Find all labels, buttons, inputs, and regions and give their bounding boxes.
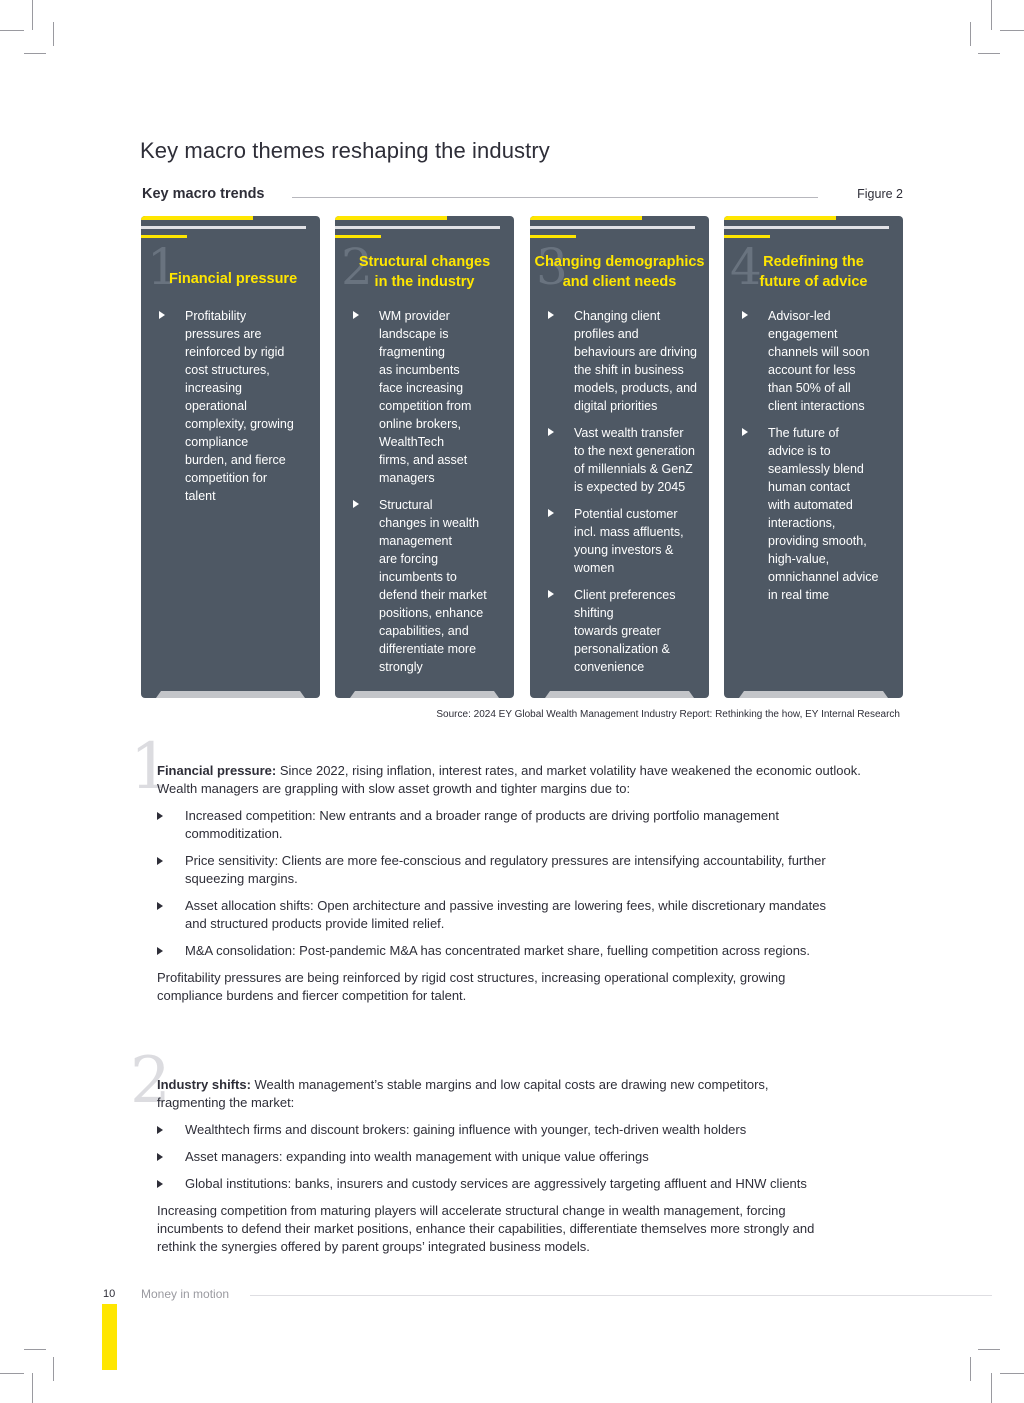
footer-divider (250, 1295, 992, 1296)
figure-header (142, 186, 903, 206)
crop-mark (32, 0, 33, 30)
card-foot (156, 691, 305, 698)
card-bullet (353, 307, 510, 487)
bullet-arrow-icon (157, 812, 163, 820)
crop-mark (53, 1357, 54, 1381)
crop-mark (978, 53, 1000, 54)
card-divider (335, 226, 500, 229)
page-number: 10 (103, 1288, 116, 1300)
section-bullet-text: Asset allocation shifts: Open architecture and passive investing are lowering fees, while discretionary mandates and structured products provide limited relief. (185, 898, 826, 931)
section-body (157, 762, 890, 1014)
card-accent-bar (530, 216, 642, 220)
card-bullet-text: Potential customer incl. mass affluents, young investors & women (574, 507, 684, 575)
section-lead-bold: Industry shifts: (157, 1077, 251, 1092)
section-bullet (157, 1175, 890, 1193)
section-bullet-text: M&A consolidation: Post-pandemic M&A has concentrated market share, fuelling competition across regions. (185, 943, 811, 958)
section-bullet-text: Asset managers: expanding into wealth management with unique value offerings (185, 1149, 649, 1164)
section-industry-shifts (130, 1044, 890, 1269)
footer-accent-bar (102, 1304, 117, 1370)
card-bullet-text: WM provider landscape is fragmenting as incumbents face increasing competition from online brokers, WealthTech firms, and asset managers (379, 309, 472, 485)
card-bullet-text: The future of advice is to seamlessly blend human contact with automated interactions, providing smooth, high-value, omnichannel advice in real time (768, 426, 879, 602)
card-number: 1 (147, 238, 179, 296)
bullet-arrow-icon (548, 590, 554, 598)
card-title: Financial pressure (169, 271, 298, 287)
section-closing: Increasing competition from maturing players will accelerate structural change in wealth management, forcing incumbents to defend their market positions, enhance their capabilities, differentiate themselves more strongly and rethink the synergies offered by parent groups’ integrated business models. (157, 1203, 815, 1254)
section-lead-bold: Financial pressure: (157, 763, 277, 778)
card-accent-bar (335, 216, 447, 220)
crop-mark (991, 1373, 992, 1403)
section-bullet (157, 1121, 890, 1139)
section-financial-pressure (130, 730, 890, 1015)
bullet-arrow-icon (742, 311, 748, 319)
card-bullet-text: Profitability pressures are reinforced by rigid cost structures, increasing operational complexity, growing compliance burden, and fierce competition for talent (185, 309, 294, 503)
bullet-arrow-icon (157, 1153, 163, 1161)
bullet-arrow-icon (353, 311, 359, 319)
card-divider (530, 226, 695, 229)
card-bullet (742, 424, 899, 604)
crop-mark (970, 1357, 971, 1381)
card-divider (141, 226, 306, 229)
card-bullet (159, 307, 316, 505)
card-accent-bar (141, 216, 253, 220)
section-bullet (157, 942, 890, 960)
crop-mark (0, 30, 24, 31)
crop-mark (53, 22, 54, 46)
crop-mark (978, 1349, 1000, 1350)
card-bullet-text: Structural changes in wealth management are forcing incumbents to defend their market positions, enhance capabilities, and differentiate more strongly (379, 498, 487, 674)
section-lead (157, 1076, 890, 1112)
figure-subtitle: Key macro trends (142, 186, 265, 202)
crop-mark (1000, 30, 1024, 31)
card-bullet (548, 307, 705, 415)
card-bullet (353, 496, 510, 676)
section-lead (157, 762, 890, 798)
crop-mark (32, 1373, 33, 1403)
bullet-arrow-icon (548, 311, 554, 319)
crop-mark (970, 22, 971, 46)
bullet-arrow-icon (157, 1180, 163, 1188)
card-number: 2 (341, 238, 373, 296)
bullet-arrow-icon (548, 509, 554, 517)
card-number: 4 (730, 238, 762, 296)
section-bullet (157, 1148, 890, 1166)
bullet-arrow-icon (353, 500, 359, 508)
card-bullet-text: Client preferences shifting towards greater personalization & convenience (574, 588, 676, 674)
card-bullet (548, 505, 705, 577)
card-foot (545, 691, 694, 698)
section-bullet-list (157, 1121, 890, 1193)
card-title: Redefining the future of advice (759, 254, 868, 290)
card-bullet-list (159, 307, 316, 514)
section-bullet (157, 807, 890, 843)
crop-mark (24, 53, 46, 54)
card-bullet (742, 307, 899, 415)
card-bullet-list (548, 307, 705, 685)
crop-mark (0, 1373, 24, 1374)
card-number: 3 (536, 238, 568, 296)
bullet-arrow-icon (157, 1126, 163, 1134)
card-bullet-text: Advisor-led engagement channels will soon account for less than 50% of all client interactions (768, 309, 870, 413)
card-title: Changing demographics and client needs (534, 254, 705, 290)
card-bullet-list (742, 307, 899, 613)
section-bullet-text: Wealthtech firms and discount brokers: gaining influence with younger, tech-driven wealth holders (185, 1122, 747, 1137)
card-title: Structural changes in the industry (358, 254, 491, 290)
bullet-arrow-icon (157, 857, 163, 865)
section-lead-text: Wealth management’s stable margins and low capital costs are drawing new competitors, fragmenting the market: (157, 1077, 769, 1110)
section-bullet (157, 897, 890, 933)
trend-card-changing-demographics (530, 216, 709, 698)
crop-mark (24, 1349, 46, 1350)
section-number: 2 (130, 1044, 171, 1118)
section-body (157, 1076, 890, 1265)
section-bullet-list (157, 807, 890, 960)
page-title: Key macro themes reshaping the industry (140, 138, 550, 163)
section-closing: Profitability pressures are being reinforced by rigid cost structures, increasing operational complexity, growing compliance burdens and fiercer competition for talent. (157, 970, 786, 1003)
section-number: 1 (130, 730, 171, 804)
section-bullet-text: Increased competition: New entrants and a broader range of products are driving portfolio management commoditization. (185, 808, 780, 841)
card-bullet (548, 424, 705, 496)
card-bullet-text: Vast wealth transfer to the next generation of millennials & GenZ is expected by 2045 (574, 426, 695, 494)
publication-title: Money in motion (141, 1287, 230, 1301)
section-bullet-text: Global institutions: banks, insurers and custody services are aggressively targeting affluent and HNW clients (185, 1176, 807, 1191)
trend-card-future-of-advice (724, 216, 903, 698)
section-lead-text: Since 2022, rising inflation, interest rates, and market volatility have weakened the economic outlook. Wealth managers are grappling with slow asset growth and tighter margins due to: (157, 763, 861, 796)
section-bullet-text: Price sensitivity: Clients are more fee-conscious and regulatory pressures are intensifying accountability, further squeezing margins. (185, 853, 826, 886)
trend-card-structural-changes (335, 216, 514, 698)
bullet-arrow-icon (548, 428, 554, 436)
crop-mark (991, 0, 992, 30)
card-bullet (548, 586, 705, 676)
card-bullet-text: Changing client profiles and behaviours are driving the shift in business models, products, and digital priorities (574, 309, 697, 413)
card-foot (739, 691, 888, 698)
card-divider (724, 226, 889, 229)
trend-card-financial-pressure (141, 216, 320, 698)
section-bullet (157, 852, 890, 888)
bullet-arrow-icon (157, 947, 163, 955)
bullet-arrow-icon (157, 902, 163, 910)
crop-mark (1000, 1373, 1024, 1374)
card-foot (350, 691, 499, 698)
bullet-arrow-icon (742, 428, 748, 436)
bullet-arrow-icon (159, 311, 165, 319)
figure-label: Figure 2 (857, 187, 903, 201)
figure-divider (292, 197, 818, 198)
card-accent-bar (724, 216, 836, 220)
figure-source: Source: 2024 EY Global Wealth Management Industry Report: Rethinking the how, EY Internal Research (436, 709, 900, 720)
card-bullet-list (353, 307, 510, 685)
